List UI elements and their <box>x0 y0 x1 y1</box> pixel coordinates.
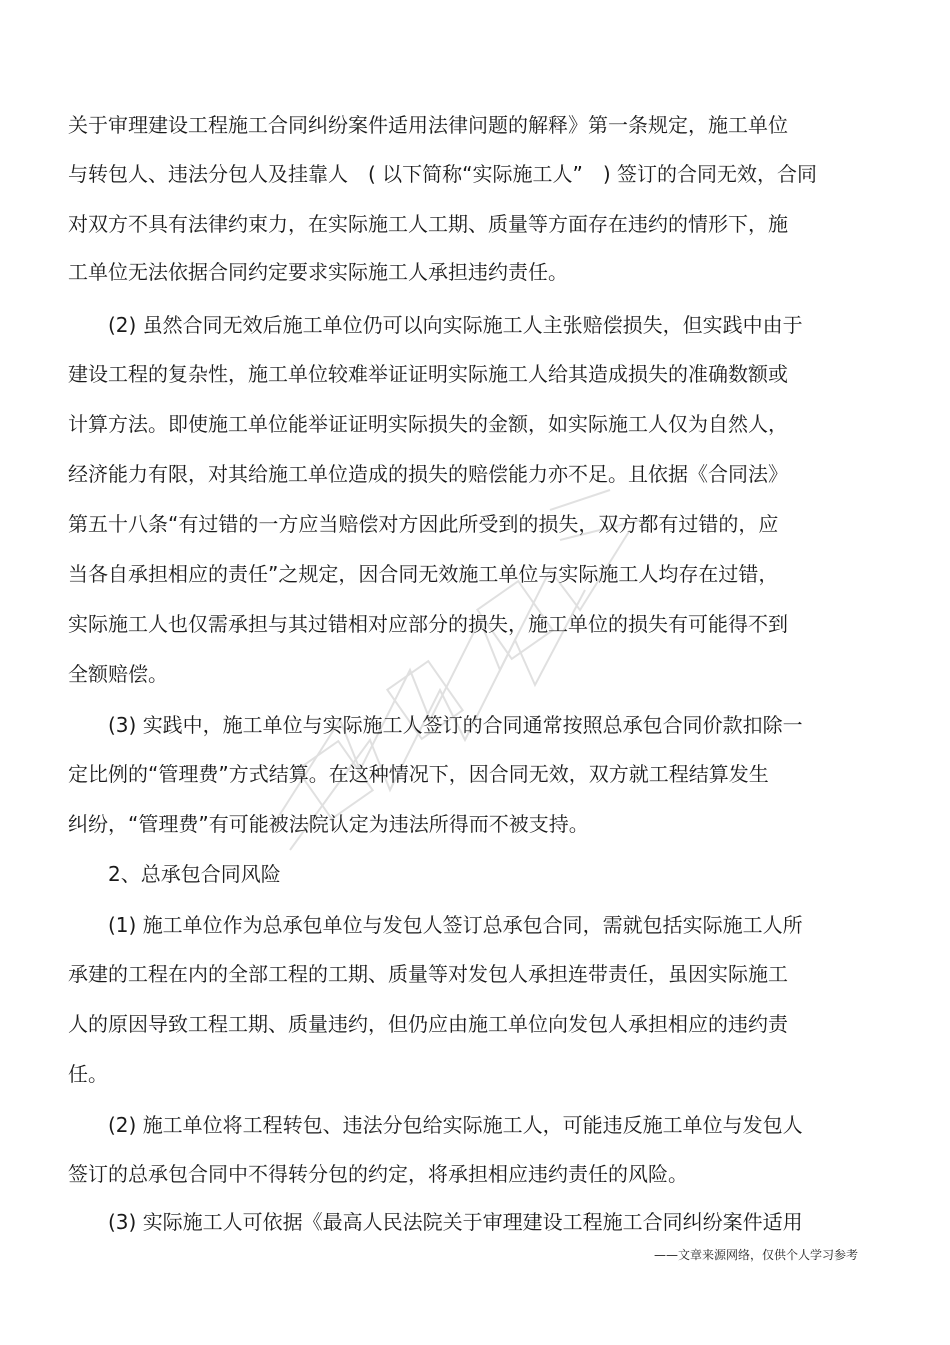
page-footer: ——文章来源网络，仅供个人学习参考 <box>653 1248 858 1262</box>
text-line: (2) 施工单位将工程转包、违法分包给实际施工人，可能违反施工单位与发包人 <box>108 1113 803 1137</box>
text-line: 实际施工人也仅需承担与其过错相对应部分的损失，施工单位的损失有可能得不到 <box>68 612 788 636</box>
text-line: 全额赔偿。 <box>68 662 168 686</box>
text-line: 关于审理建设工程施工合同纠纷案件适用法律问题的解释》第一条规定，施工单位 <box>68 113 788 137</box>
text-line: 签订的总承包合同中不得转分包的约定，将承担相应违约责任的风险。 <box>68 1162 688 1186</box>
text-line: (2) 虽然合同无效后施工单位仍可以向实际施工人主张赔偿损失，但实践中由于 <box>108 313 803 337</box>
text-line: 计算方法。即使施工单位能举证证明实际损失的金额，如实际施工人仅为自然人， <box>68 412 788 436</box>
text-line: 建设工程的复杂性，施工单位较难举证证明实际施工人给其造成损失的准确数额或 <box>68 362 788 386</box>
text-line: 经济能力有限，对其给施工单位造成的损失的赔偿能力亦不足。且依据《合同法》 <box>68 462 788 486</box>
text-line: 与转包人、违法分包人及挂靠人 ( 以下简称“实际施工人” ) 签订的合同无效，合同 <box>68 162 818 186</box>
text-line: (3) 实践中，施工单位与实际施工人签订的合同通常按照总承包合同价款扣除一 <box>108 713 803 737</box>
text-line: 任。 <box>68 1062 108 1086</box>
text-line: 第五十八条“有过错的一方应当赔偿对方因此所受到的损失，双方都有过错的，应 <box>68 512 779 536</box>
text-line: 对双方不具有法律约束力，在实际施工人工期、质量等方面存在违约的情形下，施 <box>68 212 788 236</box>
text-line: 纠纷，“管理费”有可能被法院认定为违法所得而不被支持。 <box>68 812 589 836</box>
text-line: 承建的工程在内的全部工程的工期、质量等对发包人承担连带责任，虽因实际施工 <box>68 962 788 986</box>
text-line: (1) 施工单位作为总承包单位与发包人签订总承包合同，需就包括实际施工人所 <box>108 913 803 937</box>
section-heading: 2、总承包合同风险 <box>108 862 281 886</box>
text-line: 定比例的“管理费”方式结算。在这种情况下，因合同无效，双方就工程结算发生 <box>68 762 769 786</box>
text-line: 工单位无法依据合同约定要求实际施工人承担违约责任。 <box>68 260 568 284</box>
text-line: (3) 实际施工人可依据《最高人民法院关于审理建设工程施工合同纠纷案件适用 <box>108 1210 803 1234</box>
text-line: 人的原因导致工程工期、质量违约，但仍应由施工单位向发包人承担相应的违约责 <box>68 1012 788 1036</box>
text-line: 当各自承担相应的责任”之规定，因合同无效施工单位与实际施工人均存在过错， <box>68 562 779 586</box>
